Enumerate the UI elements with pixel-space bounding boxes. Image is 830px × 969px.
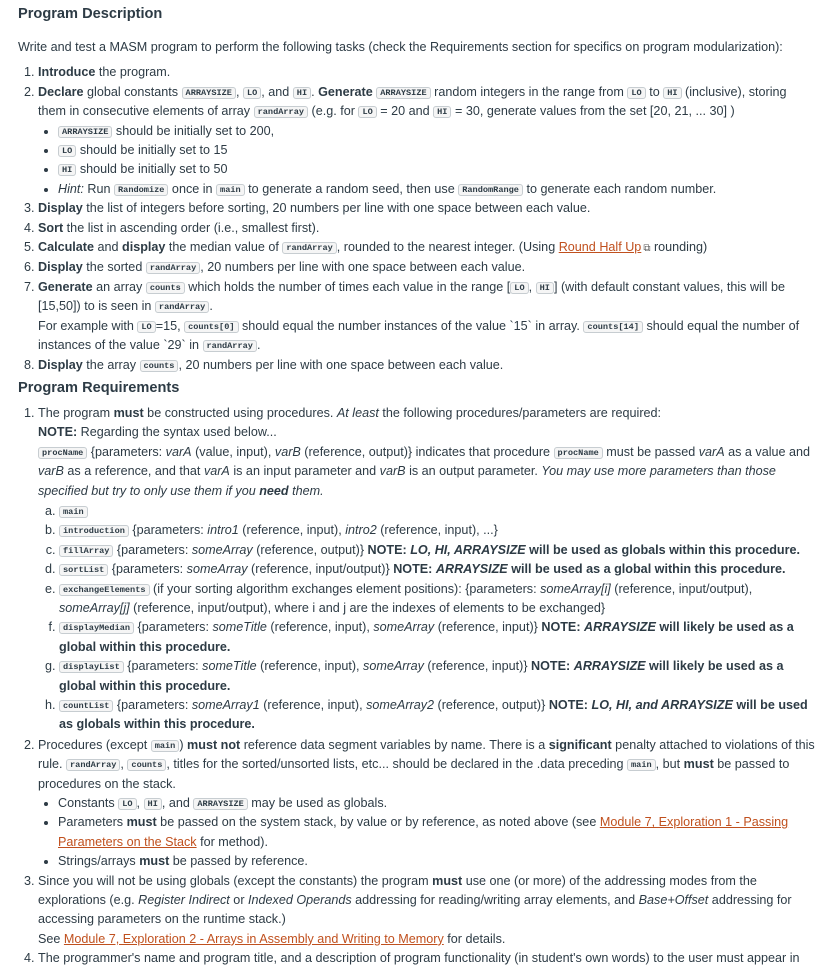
task-list (18, 63, 816, 375)
requirement-item-2: 2. Procedures (except main ) must not reference data segment variables by name. There is a significant penalty attached to violations of this rule. randArray , counts , titles for the sorted/unsorted lists, etc... should be declared in the .data preceding main , but must be passed to procedures on the stack. • Constants LO , HI , and ARRAYSIZE may be used as globals. • Parameters must be passed on the system stack, by value or by reference, as noted above (see Module 7, Exploration 1 - Passing Parameters on the Stack for method). • Strings/arrays must be passed by reference. (38, 736, 816, 872)
proc-item: d. sortList {parameters: someArray (reference, input/output)} NOTE: ARRAYSIZE will be used as a global within this procedure. (59, 560, 816, 579)
proc-item: c. fillArray {parameters: someArray (reference, output)} NOTE: LO, HI, ARRAYSIZE will be used as globals within this procedure. (59, 541, 816, 560)
requirements-list (18, 404, 816, 969)
code-lo: LO (243, 87, 261, 99)
proc-item: b. introduction {parameters: intro1 (reference, input), intro2 (reference, input), ...} (59, 521, 816, 540)
module-7-exploration-1-link[interactable]: Module 7, Exploration 1 - Passing Parameters on the Stack (58, 815, 789, 849)
task-item-5: 5. Calculate and display the median value of randArray , rounded to the nearest integer. (Using Round Half Up ⧉ rounding) (38, 238, 816, 258)
proc-item: e. exchangeElements (if your sorting algorithm exchanges element positions): {parameters: someArray[i] (reference, input/output), someArray[j] (reference, input/output), where i and j are the indexes of elements to be exchanged} (59, 580, 816, 619)
sub-item-hint: • Hint: Run Randomize once in main to generate a random seed, then use RandomRange to generate each random number. (58, 180, 816, 199)
task-item-2: 2. Declare global constants ARRAYSIZE , LO , and HI . Generate ARRAYSIZE random integers in the range from LO to HI (inclusive), storing them in consecutive elements of array randArray (e.g. for LO = 20 and HI = 30, generate values from the set [20, 21, ... 30] ) • ARRAYSIZE should be initially set to 200, • LO should be initially set to 15 • HI should be initially set to 50 • Hint: Run Randomize once in main to generate a random seed, then use RandomRange to generate each random number. (38, 83, 816, 199)
code-hi: HI (663, 87, 681, 99)
code-lo: LO (358, 106, 376, 118)
requirement-item-3: 3. Since you will not be using globals (except the constants) the program must use one (or more) of the addressing modes from the explorations (e.g. Register Indirect or Indexed Operands addressing for reading/writing array elements, and Base+Offset addressing for accessing parameters on the runtime stack.) See Module 7, Exploration 2 - Arrays in Assembly and Writing to Memory for details. (38, 872, 816, 950)
code-arraysize: ARRAYSIZE (182, 87, 236, 99)
program-requirements-heading: Program Requirements (18, 379, 180, 396)
module-7-exploration-2-link[interactable]: Module 7, Exploration 2 - Arrays in Assembly and Writing to Memory (63, 931, 444, 946)
task-item-6: 6. Display the sorted randArray , 20 numbers per line with one space between each value. (38, 258, 816, 277)
program-description-heading: Program Description (18, 6, 163, 22)
code-arraysize: ARRAYSIZE (376, 87, 430, 99)
task-item-3: 3. Display the list of integers before sorting, 20 numbers per line with one space between each value. (38, 199, 816, 218)
task-item-7: 7. Generate an array counts which holds the number of times each value in the range [ LO , HI ] (with default constant values, this will be [15,50]) to is seen in randArray . For example with LO =15, counts[0] should equal the number instances of the value `15` in array. counts[14] should equal the number of instances of the value `29` in randArray . (38, 278, 816, 356)
task-item-1: 1. Introduce the program. (38, 63, 816, 82)
code-hi: HI (293, 87, 311, 99)
sub-item: • Parameters must be passed on the system stack, by value or by reference, as noted above (see Module 7, Exploration 1 - Passing Parameters on the Stack for method). (58, 813, 816, 852)
sub-item: • ARRAYSIZE should be initially set to 200, (58, 122, 816, 141)
round-half-up-link[interactable]: Round Half Up (558, 240, 642, 255)
proc-item: f. displayMedian {parameters: someTitle (reference, input), someArray (reference, input)} NOTE: ARRAYSIZE will likely be used as a global within this procedure. (59, 618, 816, 657)
task-2-sublist (38, 122, 816, 200)
proc-item: g. displayList {parameters: someTitle (reference, input), someArray (reference, input)} NOTE: ARRAYSIZE will likely be used as a global within this procedure. (59, 657, 816, 696)
proc-item: h. countList {parameters: someArray1 (reference, input), someArray2 (reference, output)} NOTE: LO, HI, and ARRAYSIZE will be used as globals within this procedure. (59, 696, 816, 735)
external-link-icon: ⧉ (643, 243, 651, 255)
code-lo: LO (627, 87, 645, 99)
task-item-8: 8. Display the array counts , 20 numbers per line with one space between each value. (38, 356, 816, 375)
requirement-item-1: 1. The program must be constructed using procedures. At least the following procedures/parameters are required: NOTE: Regarding the syntax used below... procName {parameters: varA (value, input), varB (reference, output)} indicates that procedure procName must be passed varA as a value and varB as a reference, and that varA is an input parameter and varB is an output parameter. You may use more parameters than those specified but try to only use them if you need them. a. main b. introduction {parameters: intro1 (reference, input), intro2 (reference, input), ...} c. fillArray {parameters: someArray (reference, output)} NOTE: LO, HI, ARRAYSIZE will be used as globals within this procedure. d. sortList {parameters: someArray (reference, input/output)} NOTE: ARRAYSIZE will be used as a global within this procedure. e. exchangeElements (if your sorting algorithm exchanges element positions): {parameters: someArray[i] (reference, input/output), someArray[j] (reference, input/output), where i and j are the indexes of elements to be exchanged} f. displayMedian {parameters: someTitle (reference, input), someArray (reference, input)} NOTE: ARRAYSIZE will likely be used as a global within this procedure. g. displayList {parameters: someTitle (reference, input), someArray (reference, input)} NOTE: ARRAYSIZE will likely be used as a global within this procedure. h. countList {parameters: someArray1 (reference, input), someArray2 (reference, output)} NOTE: LO, HI, and ARRAYSIZE will be used as globals within this procedure. (38, 404, 816, 735)
task-item-4: 4. Sort the list in ascending order (i.e., smallest first). (38, 219, 816, 238)
requirement-2-sublist (38, 794, 816, 872)
sub-item: • HI should be initially set to 50 (58, 160, 816, 179)
intro-paragraph: Write and test a MASM program to perform the following tasks (check the Requirements section for specifics on program modularization): (18, 40, 783, 54)
code-randarray: randArray (254, 106, 308, 118)
sub-item: • LO should be initially set to 15 (58, 141, 816, 160)
proc-item: a. main (59, 502, 816, 521)
requirement-item-4: 4. The programmer's name and program title, and a description of program functionality (in student's own words) to the user must appear in (38, 949, 816, 968)
code-hi: HI (433, 106, 451, 118)
sub-item: • Constants LO , HI , and ARRAYSIZE may be used as globals. (58, 794, 816, 813)
sub-item: • Strings/arrays must be passed by reference. (58, 852, 816, 871)
procedure-list (38, 502, 816, 735)
